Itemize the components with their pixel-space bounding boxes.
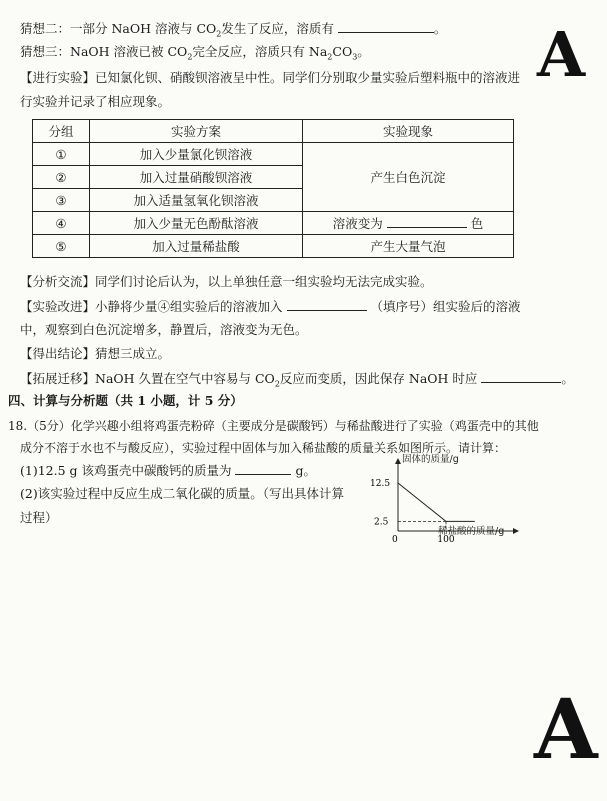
- sub-question-2: (2)该实验过程中反应生成二氧化碳的质量。（写出具体计算: [20, 486, 344, 501]
- row-plan: 加入少量氯化钡溶液: [90, 143, 303, 166]
- extension: 【拓展迁移】NaOH 久置在空气中容易与 $CO_2$反应而变质，因此保存 NaOH 时应 。: [20, 371, 574, 389]
- y-tick-label: 12.5: [370, 479, 391, 489]
- conclusion: 【得出结论】猜想三成立。: [20, 346, 171, 361]
- analysis: 【分析交流】同学们讨论后认为，以上单独任意一组实验均无法完成实验。: [20, 274, 433, 289]
- row-plan: 加入过量稀盐酸: [90, 235, 303, 258]
- y-tick-label: 2.5: [374, 517, 389, 528]
- header-group: 分组: [33, 120, 90, 143]
- phenomenon-white-precipitate: 产生白色沉淀: [303, 143, 514, 212]
- header-phenomenon: 实验现象: [303, 120, 514, 143]
- row-id: ⑤: [33, 235, 90, 258]
- table-row: [33, 212, 514, 235]
- hypothesis-two: 猜想二：一部分 NaOH 溶液与 $CO_2$发生了反应，溶质有 。: [20, 21, 447, 39]
- section-four-heading: 四、计算与分析题（共 1 小题，计 5 分）: [8, 393, 243, 408]
- x-tick-label: 100: [437, 535, 455, 545]
- row-id: ③: [33, 189, 90, 212]
- question-18: 18.（5分）化学兴趣小组将鸡蛋壳粉碎（主要成分是碳酸钙）与稀盐酸进行了实验（鸡蛋壳中的其他: [8, 419, 539, 433]
- row-id: ④: [33, 212, 90, 235]
- origin-label: 0: [392, 535, 398, 545]
- row-plan: 加入适量氢氧化钡溶液: [90, 189, 303, 212]
- table-row: [33, 235, 514, 258]
- experiment-table: [32, 119, 514, 258]
- question-18-cont: 成分不溶于水也不与酸反应），实验过程中固体与加入稀盐酸的质量关系如图所示。请计算：: [20, 441, 507, 455]
- row-id: ①: [33, 143, 90, 166]
- hypothesis-two-blank[interactable]: [338, 20, 434, 33]
- sub-question-2-cont: 过程）: [20, 510, 58, 525]
- sub-question-1: (1)12.5 g 该鸡蛋壳中碳酸钙的质量为 g。: [20, 463, 316, 478]
- header-plan: 实验方案: [90, 120, 303, 143]
- row-id: ②: [33, 166, 90, 189]
- storage-blank[interactable]: [481, 370, 561, 383]
- y-axis-label: 固体的质量/g: [402, 454, 459, 465]
- caco3-mass-blank[interactable]: [235, 462, 291, 475]
- paper-mark-bottom: A: [534, 682, 598, 778]
- hypothesis-three: 猜想三：NaOH 溶液已被 $CO_2$完全反应，溶质只有 $Na_2CO_3$。: [20, 44, 370, 62]
- improvement-cont: 中，观察到白色沉淀增多，静置后，溶液变为无色。: [20, 322, 308, 337]
- phenomenon-gas-bubbles: 产生大量气泡: [303, 235, 514, 258]
- x-axis-label: 稀盐酸的质量/g: [438, 526, 505, 537]
- row-plan: 加入过量硝酸钡溶液: [90, 166, 303, 189]
- group-number-blank[interactable]: [287, 298, 367, 311]
- phenomenon-color-change: 溶液变为 色: [303, 212, 514, 235]
- row-plan: 加入少量无色酚酞溶液: [90, 212, 303, 235]
- paper-mark-top: A: [537, 18, 586, 91]
- experiment-intro: 【进行实验】已知氯化钡、硝酸钡溶液呈中性。同学们分别取少量实验后塑料瓶中的溶液进: [20, 70, 521, 85]
- series-line: [398, 483, 475, 521]
- improvement: 【实验改进】小静将少量④组实验后的溶液加入 （填序号）组实验后的溶液: [20, 299, 521, 314]
- color-blank[interactable]: [387, 215, 467, 228]
- table-row: [33, 143, 514, 166]
- experiment-intro-cont: 行实验并记录了相应现象。: [20, 94, 171, 109]
